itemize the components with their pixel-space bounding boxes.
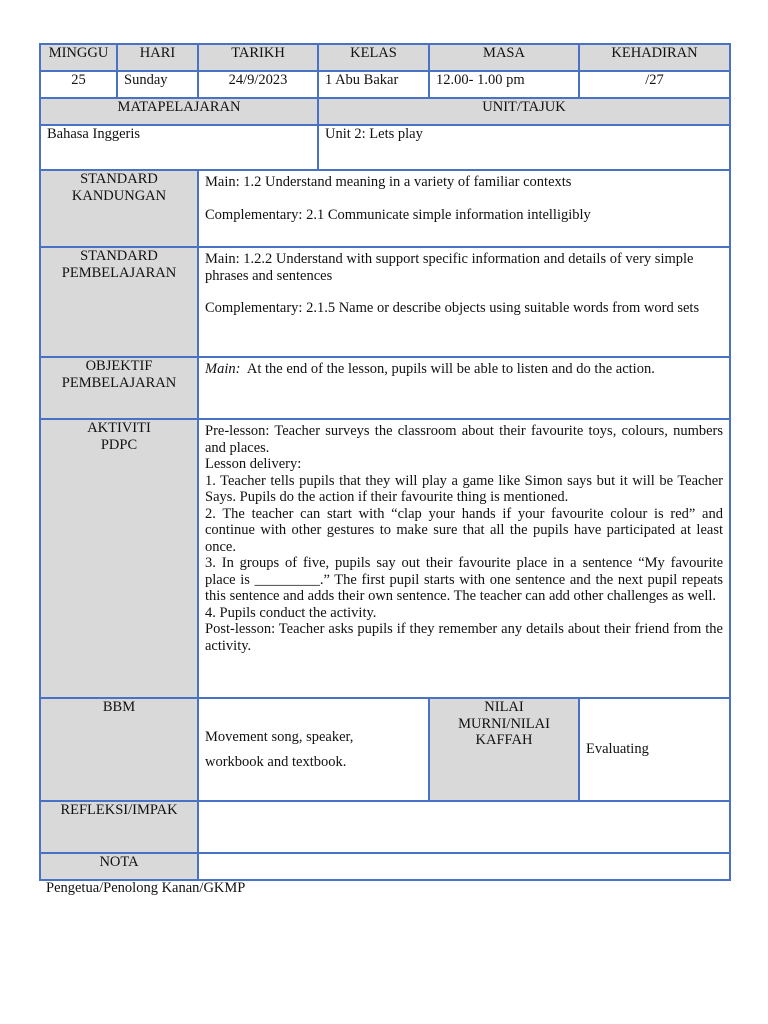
standard-kandungan-label-line1: STANDARD bbox=[80, 171, 158, 187]
aktiviti-line: 4. Pupils conduct the activity. bbox=[205, 604, 377, 621]
nilai-label-line1: NILAI bbox=[484, 699, 524, 715]
nilai-label-line3: KAFFAH bbox=[475, 732, 533, 748]
aktiviti-line: Pre-lesson: Teacher surveys the classroom about their favourite toys, colours, numbers and places. bbox=[205, 423, 723, 456]
minggu-value: 25 bbox=[40, 71, 117, 98]
standard-kandungan-label bbox=[40, 170, 198, 247]
standard-pembelajaran-main: Main: 1.2.2 Understand with support specific information and details of very simple phrases and sentences bbox=[205, 251, 694, 284]
bbm-label: BBM bbox=[40, 698, 198, 801]
standard-pembelajaran-label-line1: STANDARD bbox=[80, 248, 158, 264]
standard-kandungan-content bbox=[198, 170, 730, 247]
objektif-label bbox=[40, 357, 198, 419]
objektif-text: At the end of the lesson, pupils will be able to listen and do the action. bbox=[246, 361, 655, 377]
tarikh-header: TARIKH bbox=[198, 44, 318, 71]
kelas-header: KELAS bbox=[318, 44, 429, 71]
standard-kandungan-label-line2: KANDUNGAN bbox=[71, 187, 167, 204]
refleksi-value bbox=[198, 801, 730, 853]
lesson-plan-table bbox=[39, 43, 731, 881]
aktiviti-line: Post-lesson: Teacher asks pupils if they remember any details about their friend from the activity. bbox=[205, 621, 723, 654]
objektif-label-line1: OBJEKTIF bbox=[85, 358, 153, 374]
footer-signature-line: Pengetua/Penolong Kanan/GKMP bbox=[46, 880, 246, 896]
standard-kandungan-complementary: Complementary: 2.1 Communicate simple information intelligibly bbox=[205, 206, 591, 223]
masa-value: 12.00- 1.00 pm bbox=[429, 71, 579, 98]
bbm-content bbox=[198, 698, 429, 801]
objektif-main-label: Main: bbox=[205, 361, 241, 377]
objektif-content bbox=[198, 357, 730, 419]
aktiviti-line: 1. Teacher tells pupils that they will play a game like Simon says but it will be Teacher Says. Pupils do the action if their favourite thing is mentioned. bbox=[205, 472, 723, 505]
kehadiran-value: /27 bbox=[579, 71, 730, 98]
standard-pembelajaran-complementary: Complementary: 2.1.5 Name or describe objects using suitable words from word sets bbox=[205, 300, 700, 316]
standard-kandungan-main: Main: 1.2 Understand meaning in a variety of familiar contexts bbox=[205, 174, 572, 190]
aktiviti-content bbox=[198, 419, 730, 698]
nota-label: NOTA bbox=[40, 853, 198, 880]
aktiviti-line: Lesson delivery: bbox=[205, 456, 302, 472]
tarikh-value: 24/9/2023 bbox=[198, 71, 318, 98]
bbm-text-line2: workbook and textbook. bbox=[205, 753, 347, 770]
aktiviti-label-line2: PDPC bbox=[100, 436, 138, 453]
hari-value: Sunday bbox=[117, 71, 198, 98]
unit-value: Unit 2: Lets play bbox=[318, 125, 730, 170]
matapelajaran-value: Bahasa Inggeris bbox=[40, 125, 318, 170]
nilai-label bbox=[429, 698, 579, 801]
nilai-label-line2: MURNI/NILAI bbox=[458, 715, 550, 732]
aktiviti-label bbox=[40, 419, 198, 698]
bbm-text-line1: Movement song, speaker, bbox=[205, 728, 354, 745]
unit-header: UNIT/TAJUK bbox=[318, 98, 730, 125]
masa-header: MASA bbox=[429, 44, 579, 71]
nilai-value: Evaluating bbox=[579, 698, 730, 801]
nota-value bbox=[198, 853, 730, 880]
refleksi-label: REFLEKSI/IMPAK bbox=[40, 801, 198, 853]
matapelajaran-header: MATAPELAJARAN bbox=[40, 98, 318, 125]
standard-pembelajaran-label bbox=[40, 247, 198, 357]
minggu-header: MINGGU bbox=[40, 44, 117, 71]
kehadiran-header: KEHADIRAN bbox=[579, 44, 730, 71]
aktiviti-line: 2. The teacher can start with “clap your hands if your favourite colour is red” and continue with other gestures to make sure that all the pupils have participated at least once. bbox=[205, 505, 723, 555]
objektif-label-line2: PEMBELAJARAN bbox=[61, 374, 177, 391]
aktiviti-line: 3. In groups of five, pupils say out their favourite place in a sentence “My favourite place is _________.” The first pupil starts with one sentence and the next pupil repeats this sentence and adds their own sentence. The teacher can add other challenges as well. bbox=[205, 555, 723, 604]
standard-pembelajaran-content bbox=[198, 247, 730, 357]
standard-pembelajaran-label-line2: PEMBELAJARAN bbox=[61, 264, 177, 281]
aktiviti-label-line1: AKTIVITI bbox=[87, 420, 151, 436]
kelas-value: 1 Abu Bakar bbox=[318, 71, 429, 98]
hari-header: HARI bbox=[117, 44, 198, 71]
